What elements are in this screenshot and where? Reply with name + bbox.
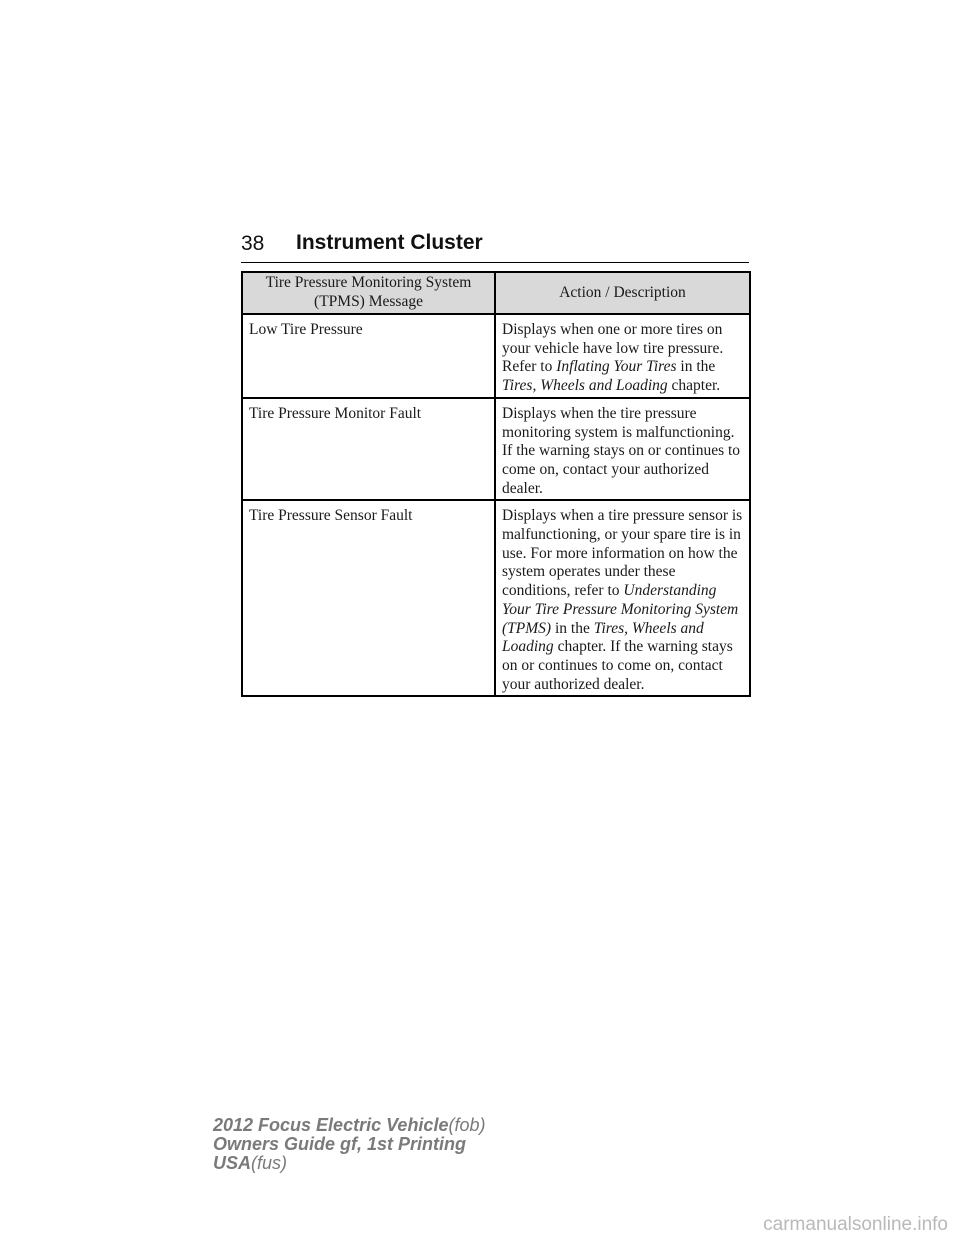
message-cell: Low Tire Pressure	[242, 314, 495, 398]
column-header-action: Action / Description	[495, 272, 750, 314]
footer-printing: Owners Guide gf, 1st Printing	[213, 1134, 467, 1154]
document-footer	[213, 1116, 485, 1173]
tpms-message-table	[241, 271, 751, 697]
description-text: Displays when a tire pressure sensor is malfunctioning, or your spare tire is in use. For more information on how the system operates under these conditions, refer to	[502, 507, 743, 600]
table-header-row	[242, 272, 750, 314]
footer-line	[213, 1135, 485, 1154]
description-text: Displays when the tire pressure monitoring system is malfunctioning. If the warning stays on or continues to come on, contact your authorized dealer.	[502, 404, 741, 497]
description-text: chapter. If the warning stays on or continues to come on, contact your authorized dealer.	[502, 638, 733, 693]
page-header	[241, 228, 749, 263]
description-text: Displays when one or more tires on your vehicle have low tire pressure. Refer to	[502, 321, 724, 376]
cross-reference: Understanding Your Tire Pressure Monitoring System (TPMS)	[502, 582, 739, 637]
chapter-reference: Tires, Wheels and Loading	[502, 377, 668, 395]
description-cell	[495, 398, 750, 501]
page-number: 38	[241, 232, 265, 255]
chapter-reference: Tires, Wheels and Loading	[502, 619, 704, 656]
description-cell	[495, 500, 750, 696]
description-text: chapter.	[671, 377, 721, 395]
footer-market: USA	[213, 1153, 252, 1173]
cross-reference: Inflating Your Tires	[556, 358, 677, 376]
message-cell: Tire Pressure Monitor Fault	[242, 398, 495, 501]
watermark-text: carmanualsonline.info	[763, 1214, 948, 1235]
description-cell	[495, 314, 750, 398]
footer-line	[213, 1154, 485, 1173]
description-text: in the	[554, 619, 590, 637]
footer-model: 2012 Focus Electric Vehicle	[213, 1115, 449, 1135]
table-row	[242, 500, 750, 696]
footer-code: (fus)	[251, 1153, 288, 1173]
description-text: in the	[680, 358, 716, 376]
column-header-message: Tire Pressure Monitoring System (TPMS) Message	[242, 272, 495, 314]
footer-code: (fob)	[448, 1115, 486, 1135]
section-title: Instrument Cluster	[296, 231, 483, 254]
table-row	[242, 314, 750, 398]
footer-line	[213, 1116, 485, 1135]
table-row	[242, 398, 750, 501]
message-cell: Tire Pressure Sensor Fault	[242, 500, 495, 696]
